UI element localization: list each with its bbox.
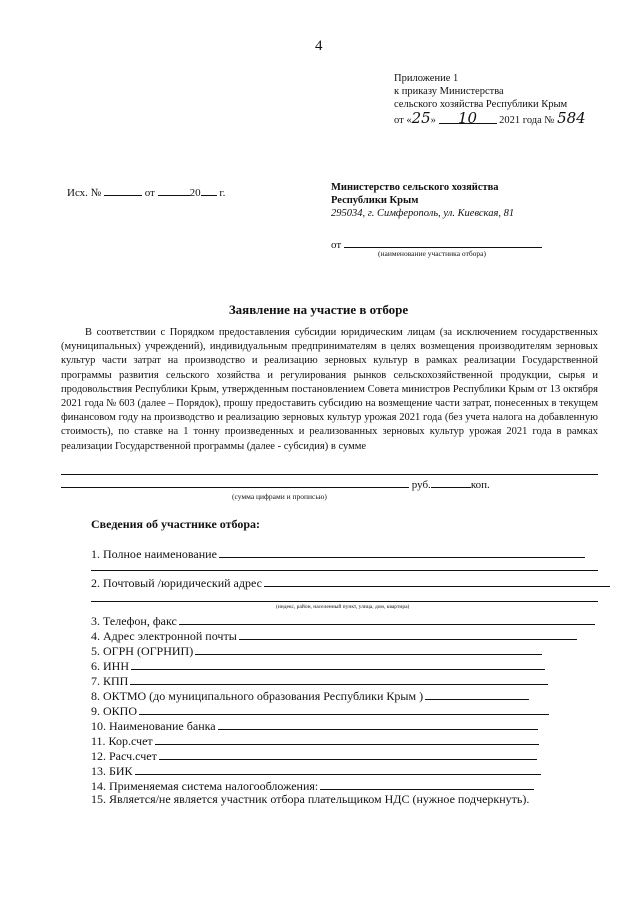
- appendix-date-prefix: от «: [394, 115, 412, 126]
- recipient-line-1: Министерство сельского хозяйства: [331, 182, 499, 193]
- field-label: 13. БИК: [91, 764, 133, 778]
- field-label: 1. Полное наименование: [91, 547, 217, 561]
- corr-account-input[interactable]: [155, 732, 539, 745]
- sum-caption: (сумма цифрами и прописью): [232, 492, 327, 501]
- outgoing-g-label: г.: [219, 187, 226, 199]
- field-label: 12. Расч.счет: [91, 749, 157, 763]
- section-title: Сведения об участнике отбора:: [91, 517, 261, 531]
- address-input[interactable]: [264, 574, 610, 587]
- field-vat-payer: [91, 792, 529, 807]
- address-caption: (индекс, район, населенный пункт, улица, дом, квартира): [276, 604, 410, 610]
- field-label: 5. ОГРН (ОГРНИП): [91, 644, 194, 658]
- okpo-input[interactable]: [139, 702, 549, 715]
- sum-field[interactable]: [61, 476, 409, 488]
- appendix-month: 10: [458, 109, 478, 127]
- document-title: Заявление на участие в отборе: [228, 302, 409, 317]
- bik-input[interactable]: [135, 762, 541, 775]
- sum-line-1[interactable]: [61, 474, 598, 475]
- tax-system-input[interactable]: [320, 777, 534, 790]
- recipient-line-2: Республики Крым: [331, 195, 419, 206]
- outgoing-date-field[interactable]: [158, 184, 190, 196]
- field-label: 6. ИНН: [91, 659, 129, 673]
- ogrn-input[interactable]: [195, 642, 542, 655]
- settlement-account-input[interactable]: [159, 747, 537, 760]
- recipient-address: 295034, г. Симферополь, ул. Киевская, 81: [331, 208, 515, 219]
- outgoing-no-label: Исх. №: [67, 187, 102, 199]
- field-label: 7. КПП: [91, 674, 129, 688]
- appendix-line-1: Приложение 1: [394, 73, 459, 84]
- appendix-day: 25: [411, 109, 431, 127]
- field-label: 2. Почтовый /юридический адрес: [91, 576, 262, 590]
- outgoing-reference: [67, 184, 225, 199]
- outgoing-from-label: от: [144, 187, 155, 199]
- kpp-input[interactable]: [130, 672, 548, 685]
- full-name-input[interactable]: [219, 545, 585, 558]
- sum-line-2: [61, 476, 490, 491]
- page-number: 4: [315, 38, 323, 54]
- field-address: [91, 574, 610, 591]
- application-body: В соответствии с Порядком предоставления субсидии юридическим лицам (за исключением государственных (муниципальных) учреждений), индивидуальным предпринимателям в целях возмещения производителям зерновых культур части затрат на производство и реализацию зерновых культур в рамках реализации Государственной программы развития сельского хозяйства и регулирования рынков сельскохозяйственной продукции, сырья и продовольствия Республики Крым, утвержденным постановлением Совета министров Республики Крым от 13 октября 2021 года № 603 (далее – Порядок), прошу предоставить субсидию на возмещение части затрат, понесенных в текущем финансовом году на производство и реализацию зерновых культур урожая 2021 года (без учета налога на добавленную стоимость), по ставке на 1 тонну произведенных и реализованных зерновых культур урожая 2021 года в рамках реализации Государственной программы (далее - субсидия) в сумме: [61, 327, 598, 452]
- field-label: 14. Применяемая система налогообложения:: [91, 779, 319, 793]
- appendix-line-3: сельского хозяйства Республики Крым: [394, 99, 568, 110]
- oktmo-input[interactable]: [425, 687, 529, 700]
- sum-kop-label: коп.: [470, 479, 490, 491]
- sender-caption: (наименование участника отбора): [378, 249, 486, 258]
- field-label: 4. Адрес электронной почты: [91, 629, 237, 643]
- appendix-date-mid: »: [430, 115, 436, 126]
- field-label: 3. Телефон, факс: [91, 614, 177, 628]
- outgoing-year-field[interactable]: [201, 184, 217, 196]
- sum-kop-field[interactable]: [431, 476, 471, 488]
- inn-input[interactable]: [131, 657, 545, 670]
- appendix-date-line: [394, 109, 586, 127]
- field-full-name: [91, 545, 585, 562]
- bank-name-input[interactable]: [218, 717, 538, 730]
- sender-name-field[interactable]: [344, 236, 542, 248]
- outgoing-year-label: 20: [189, 187, 201, 199]
- field-label: 10. Наименование банка: [91, 719, 216, 733]
- phone-input[interactable]: [179, 612, 595, 625]
- appendix-order-number: 584: [557, 109, 586, 127]
- field-label: 9. ОКПО: [91, 704, 138, 718]
- sum-rub-label: руб.: [411, 479, 431, 491]
- address-line-2[interactable]: [91, 601, 598, 602]
- sender-from-label: от: [331, 239, 342, 251]
- full-name-line-2[interactable]: [91, 570, 598, 571]
- field-label: 8. ОКТМО (до муниципального образования Республики Крым ): [91, 689, 424, 703]
- field-label: 15. Является/не является участник отбора плательщиком НДС (нужное подчеркнуть).: [91, 792, 530, 806]
- appendix-line-2: к приказу Министерства: [394, 86, 504, 97]
- field-label: 11. Кор.счет: [91, 734, 153, 748]
- recipient-block: [331, 181, 514, 220]
- email-input[interactable]: [239, 627, 577, 640]
- outgoing-no-field[interactable]: [104, 184, 142, 196]
- appendix-year: 2021 года №: [499, 115, 555, 126]
- appendix-month-field: [439, 109, 497, 127]
